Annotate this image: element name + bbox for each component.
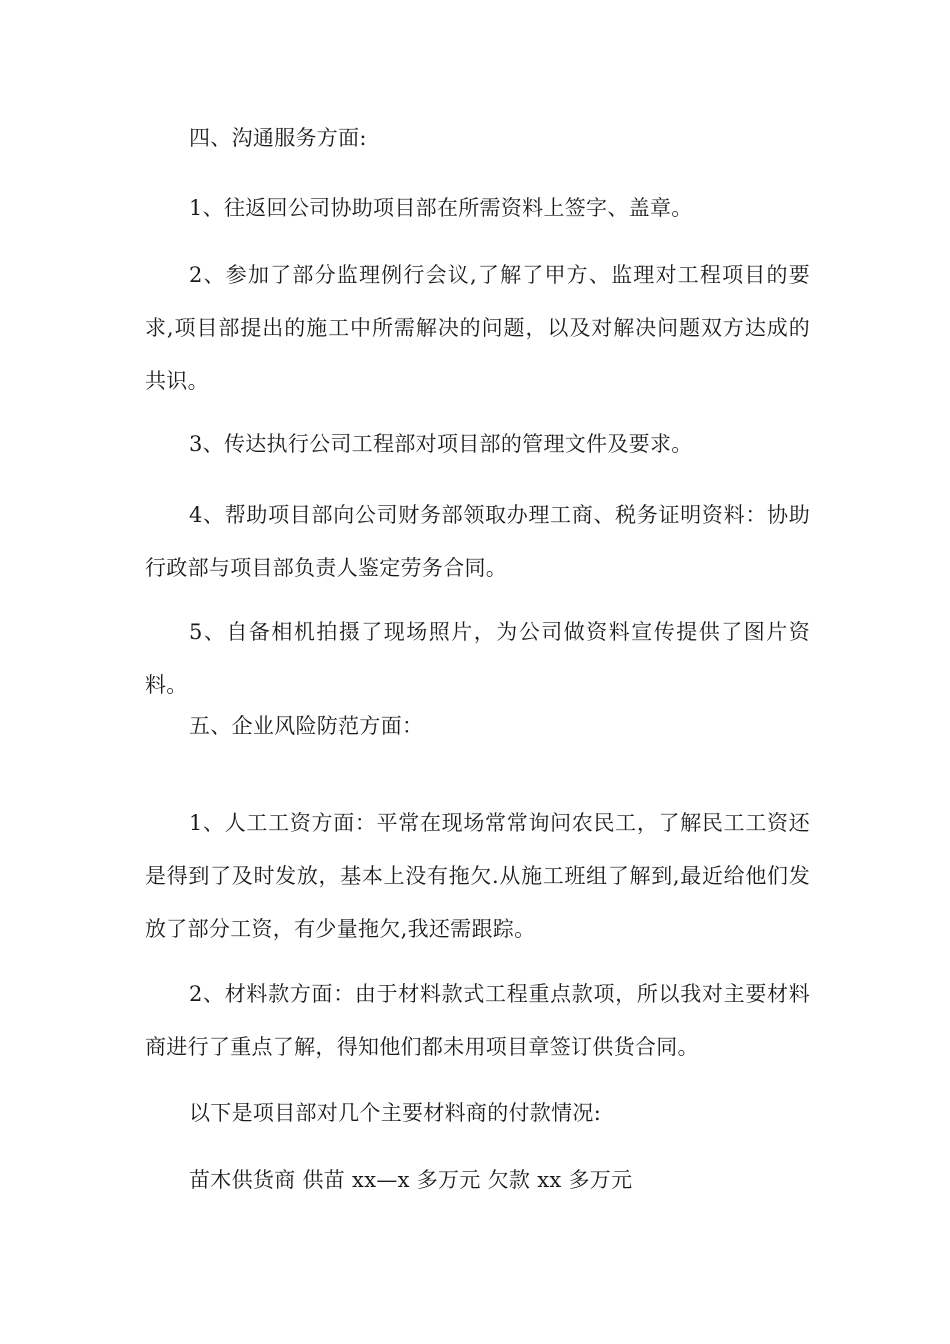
paragraph-item-2: 2、参加了部分监理例行会议,了解了甲方、监理对工程项目的要求,项目部提出的施工中所需解决的问题，以及对解决问题双方达成的共识。: [145, 263, 810, 393]
section-heading-risk: 五、企业风险防范方面：: [189, 714, 424, 738]
paragraph-payment-intro: 以下是项目部对几个主要材料商的付款情况:: [189, 1101, 602, 1125]
paragraph-wages: 1、人工工资方面：平常在现场常常询问农民工，了解民工工资还是得到了及时发放，基本上没有拖欠.从施工班组了解到,最近给他们发放了部分工资，有少量拖欠,我还需跟踪。: [145, 811, 810, 941]
paragraph-item-5: 5、自备相机拍摄了现场照片，为公司做资料宣传提供了图片资料。: [145, 620, 810, 697]
section-heading-communication: 四、沟通服务方面:: [189, 126, 367, 150]
paragraph-supplier-line: 苗木供货商 供苗 xx—x 多万元 欠款 xx 多万元: [189, 1168, 633, 1192]
paragraph-materials: 2、材料款方面：由于材料款式工程重点款项，所以我对主要材料商进行了重点了解，得知他们都未用项目章签订供货合同。: [145, 982, 810, 1059]
paragraph-item-3: 3、传达执行公司工程部对项目部的管理文件及要求。: [189, 432, 693, 456]
paragraph-item-4: 4、帮助项目部向公司财务部领取办理工商、税务证明资料：协助行政部与项目部负责人鉴定劳务合同。: [145, 503, 810, 580]
paragraph-item-1: 1、往返回公司协助项目部在所需资料上签字、盖章。: [189, 196, 693, 220]
